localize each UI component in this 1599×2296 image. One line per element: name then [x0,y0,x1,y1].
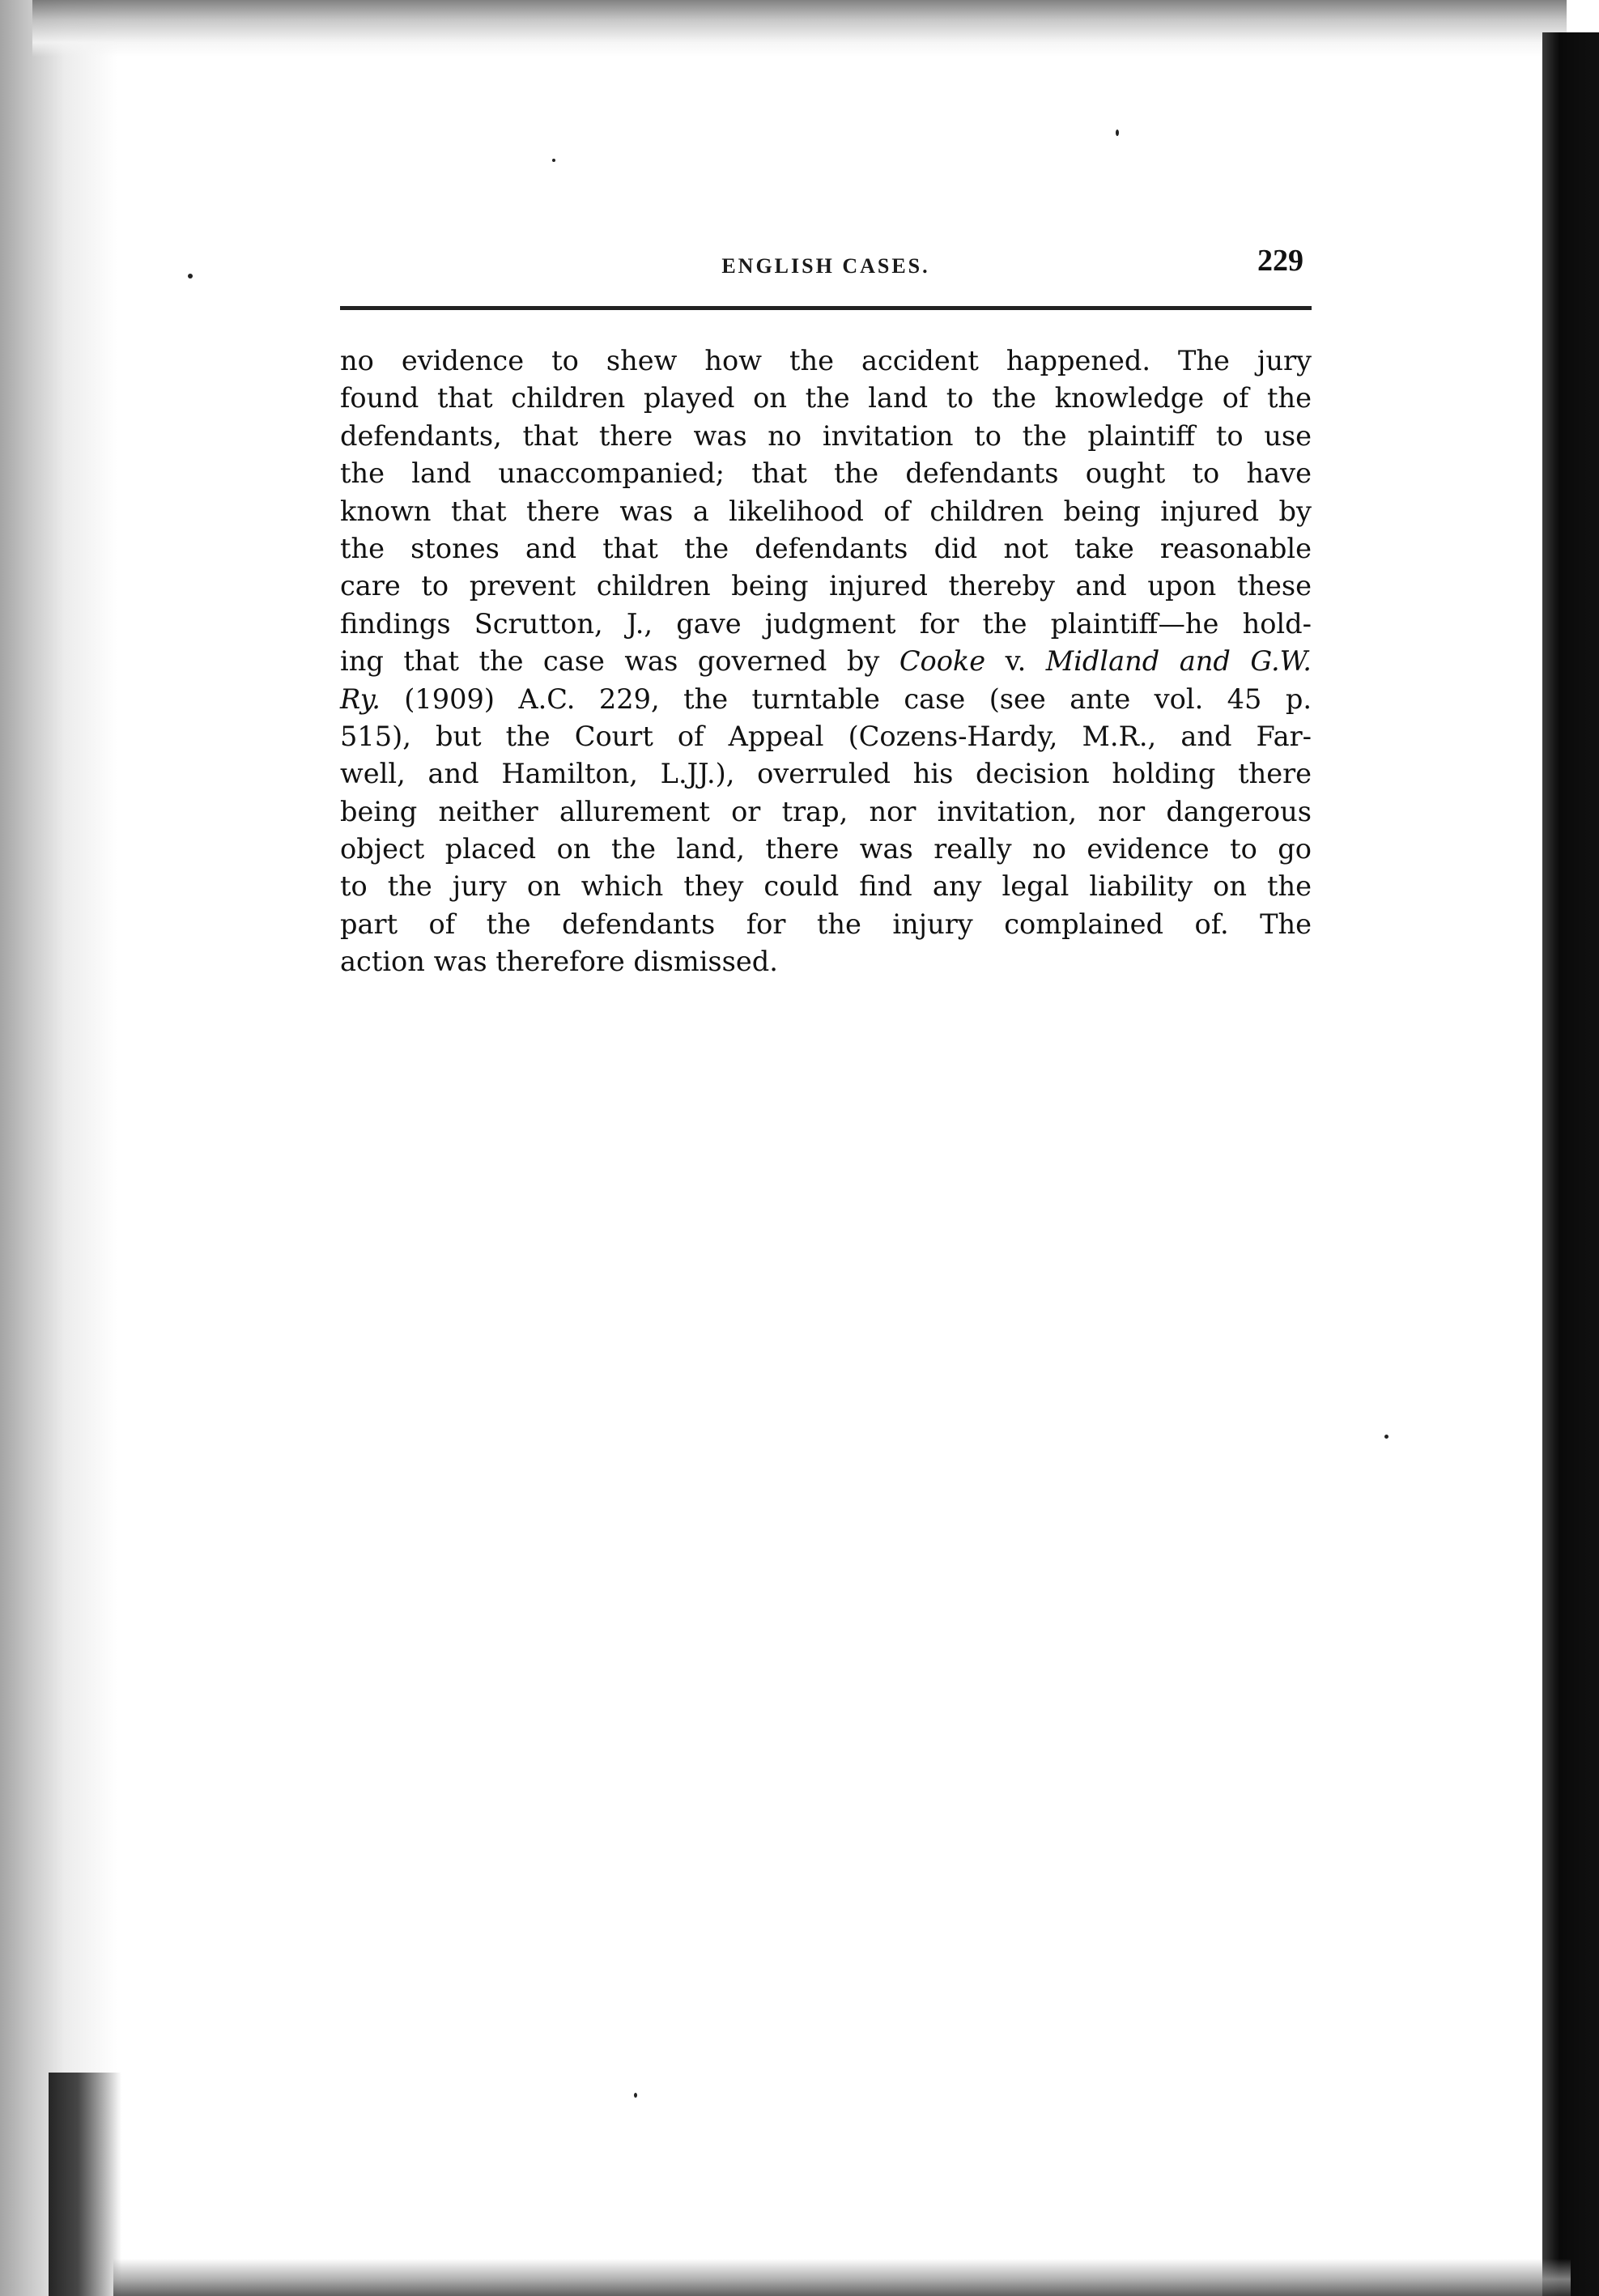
document-page [340,243,1312,981]
text-line: part of the defendants for the injury complained of. The [340,908,1312,940]
scan-bottom-shadow [113,2259,1571,2296]
text-line: the land unaccompanied; that the defendants ought to have [340,457,1312,490]
text-line: object placed on the land, there was really no evidence to go [340,833,1312,865]
text-line: being neither allurement or trap, nor invitation, nor dangerous [340,795,1312,827]
text-line: no evidence to shew how the accident happened. The jury [340,345,1312,376]
scan-right-border [1542,32,1599,2296]
text-line: found that children played on the land to the knowledge of the [340,382,1312,415]
scan-speck [1116,130,1119,136]
text-line [340,643,1312,680]
text-line: well, and Hamilton, L.JJ.), overruled his decision holding there [340,758,1312,790]
text-line [340,681,1312,718]
text-run: (1909) A.C. 229, the turntable case (see ante vol. 45 p. [380,682,1312,715]
scan-speck [552,159,555,162]
scan-speck [634,2093,637,2098]
text-line: 515), but the Court of Appeal (Cozens-Hardy, M.R., and Far- [340,720,1312,752]
header-rule [340,306,1312,310]
text-line: findings Scrutton, J., gave judgment for the plaintiff—he hold- [340,607,1312,640]
text-line: action was therefore dismissed. [340,946,778,978]
scan-corner-shadow [49,2073,121,2296]
scan-speck [1384,1435,1388,1439]
text-line: the stones and that the defendants did not take reasonable [340,532,1312,564]
scan-top-shadow [32,0,1567,57]
text-line: to the jury on which they could find any legal liability on the [340,870,1312,903]
running-title: ENGLISH CASES. [721,254,930,278]
page-number: 229 [1257,244,1303,278]
text-run: ing that the case was governed by [340,645,899,678]
body-paragraph [340,342,1312,981]
text-line: defendants, that there was no invitation to the plaintiff to use [340,419,1312,452]
text-line: known that there was a likelihood of children being injured by [340,495,1312,527]
case-name-midland: Midland and G.W. [1045,645,1312,678]
text-line: care to prevent children being injured thereby and upon these [340,570,1312,602]
scan-speck [188,274,193,278]
case-name-ry: Ry. [340,682,381,715]
running-head [340,243,1312,291]
case-name-cooke: Cooke [899,645,986,678]
text-run: v. [985,645,1046,678]
scan-left-shadow [0,0,117,2296]
